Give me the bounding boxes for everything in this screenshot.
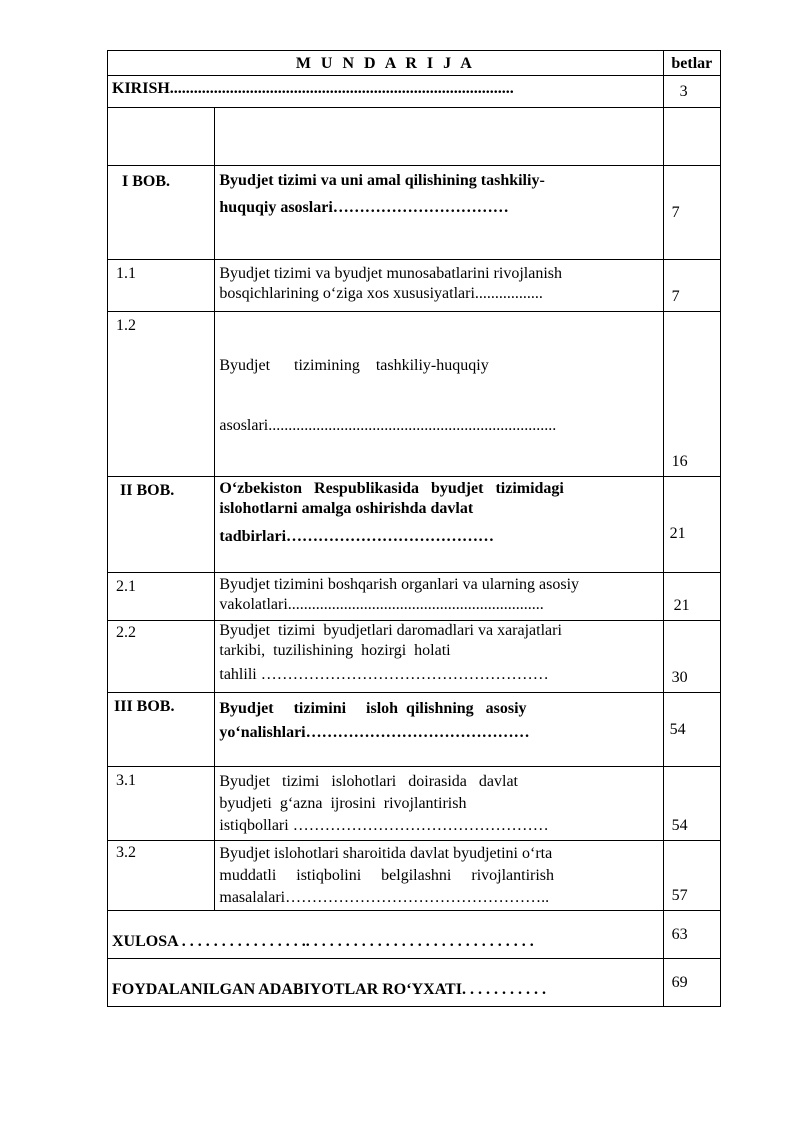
section-number: 3.1 xyxy=(108,767,215,841)
chapter-page: 54 xyxy=(663,693,720,767)
chapter-page: 21 xyxy=(663,477,720,573)
section-title: Byudjet tizimining tashkiliy-huquqiy asoslari........................................................................ xyxy=(215,312,663,477)
section-page: 7 xyxy=(663,260,720,312)
chapter-title: O‘zbekiston Respublikasida byudjet tizimidagi islohotlarni amalga oshirishda davlat tadbirlari………………………………… xyxy=(215,477,663,573)
conclusion-page: 63 xyxy=(663,911,720,959)
table-of-contents xyxy=(107,50,721,1007)
intro-page: 3 xyxy=(663,76,720,108)
chapter-number: III BOB. xyxy=(108,693,215,767)
conclusion-label: XULOSA . . . . . . . . . . . . . . . .. . . . . . . . . . . . . . . . . . . . . . . . . . . . . xyxy=(108,911,664,959)
toc-row-section-1-1 xyxy=(108,260,721,312)
toc-header-row xyxy=(108,51,721,76)
section-title: Byudjet tizimi islohotlari doirasida davlat byudjeti g‘azna ijrosini rivojlantirish istiqbollari ………………………………………… xyxy=(215,767,663,841)
section-page: 30 xyxy=(663,621,720,693)
toc-row-section-2-1 xyxy=(108,573,721,621)
empty-cell xyxy=(108,108,215,166)
section-number: 2.2 xyxy=(108,621,215,693)
references-label: FOYDALANILGAN ADABIYOTLAR RO‘YXATI. . . . . . . . . . . xyxy=(108,959,664,1007)
section-title: Byudjet tizimi byudjetlari daromadlari va xarajatlari tarkibi, tuzilishining hozirgi holati tahlili ……………………………………………… xyxy=(215,621,663,693)
chapter-title: Byudjet tizimini isloh qilishning asosiy yo‘nalishlari…………………………………… xyxy=(215,693,663,767)
toc-row-section-3-1 xyxy=(108,767,721,841)
toc-row-section-1-2 xyxy=(108,312,721,477)
pages-column-header: betlar xyxy=(663,51,720,76)
chapter-page: 7 xyxy=(663,166,720,260)
section-page: 54 xyxy=(663,767,720,841)
section-title: Byudjet tizimini boshqarish organlari va ularning asosiy vakolatlari................................................................ xyxy=(215,573,663,621)
toc-title: M U N D A R I J A xyxy=(108,51,664,76)
toc-row-intro xyxy=(108,76,721,108)
section-page: 57 xyxy=(663,841,720,911)
intro-label: KIRISH...................................................................................... xyxy=(108,76,664,108)
section-number: 1.1 xyxy=(108,260,215,312)
toc-row-chapter-1 xyxy=(108,166,721,260)
chapter-number: I BOB. xyxy=(108,166,215,260)
toc-row-chapter-3 xyxy=(108,693,721,767)
references-page: 69 xyxy=(663,959,720,1007)
toc-row-references xyxy=(108,959,721,1007)
section-number: 2.1 xyxy=(108,573,215,621)
section-title: Byudjet tizimi va byudjet munosabatlarini rivojlanish bosqichlarining o‘ziga xos xususiyatlari................. xyxy=(215,260,663,312)
chapter-title: Byudjet tizimi va uni amal qilishining tashkiliy- huquqiy asoslari…………………………… xyxy=(215,166,663,260)
section-title: Byudjet islohotlari sharoitida davlat byudjetini o‘rta muddatli istiqbolini belgilashni rivojlantirish masalalari………………………………………….. xyxy=(215,841,663,911)
section-number: 3.2 xyxy=(108,841,215,911)
toc-empty-row xyxy=(108,108,721,166)
empty-cell xyxy=(215,108,663,166)
section-page: 21 xyxy=(663,573,720,621)
section-page: 16 xyxy=(663,312,720,477)
toc-row-conclusion xyxy=(108,911,721,959)
toc-row-section-2-2 xyxy=(108,621,721,693)
chapter-number: II BOB. xyxy=(108,477,215,573)
toc-row-section-3-2 xyxy=(108,841,721,911)
section-number: 1.2 xyxy=(108,312,215,477)
toc-row-chapter-2 xyxy=(108,477,721,573)
empty-cell xyxy=(663,108,720,166)
